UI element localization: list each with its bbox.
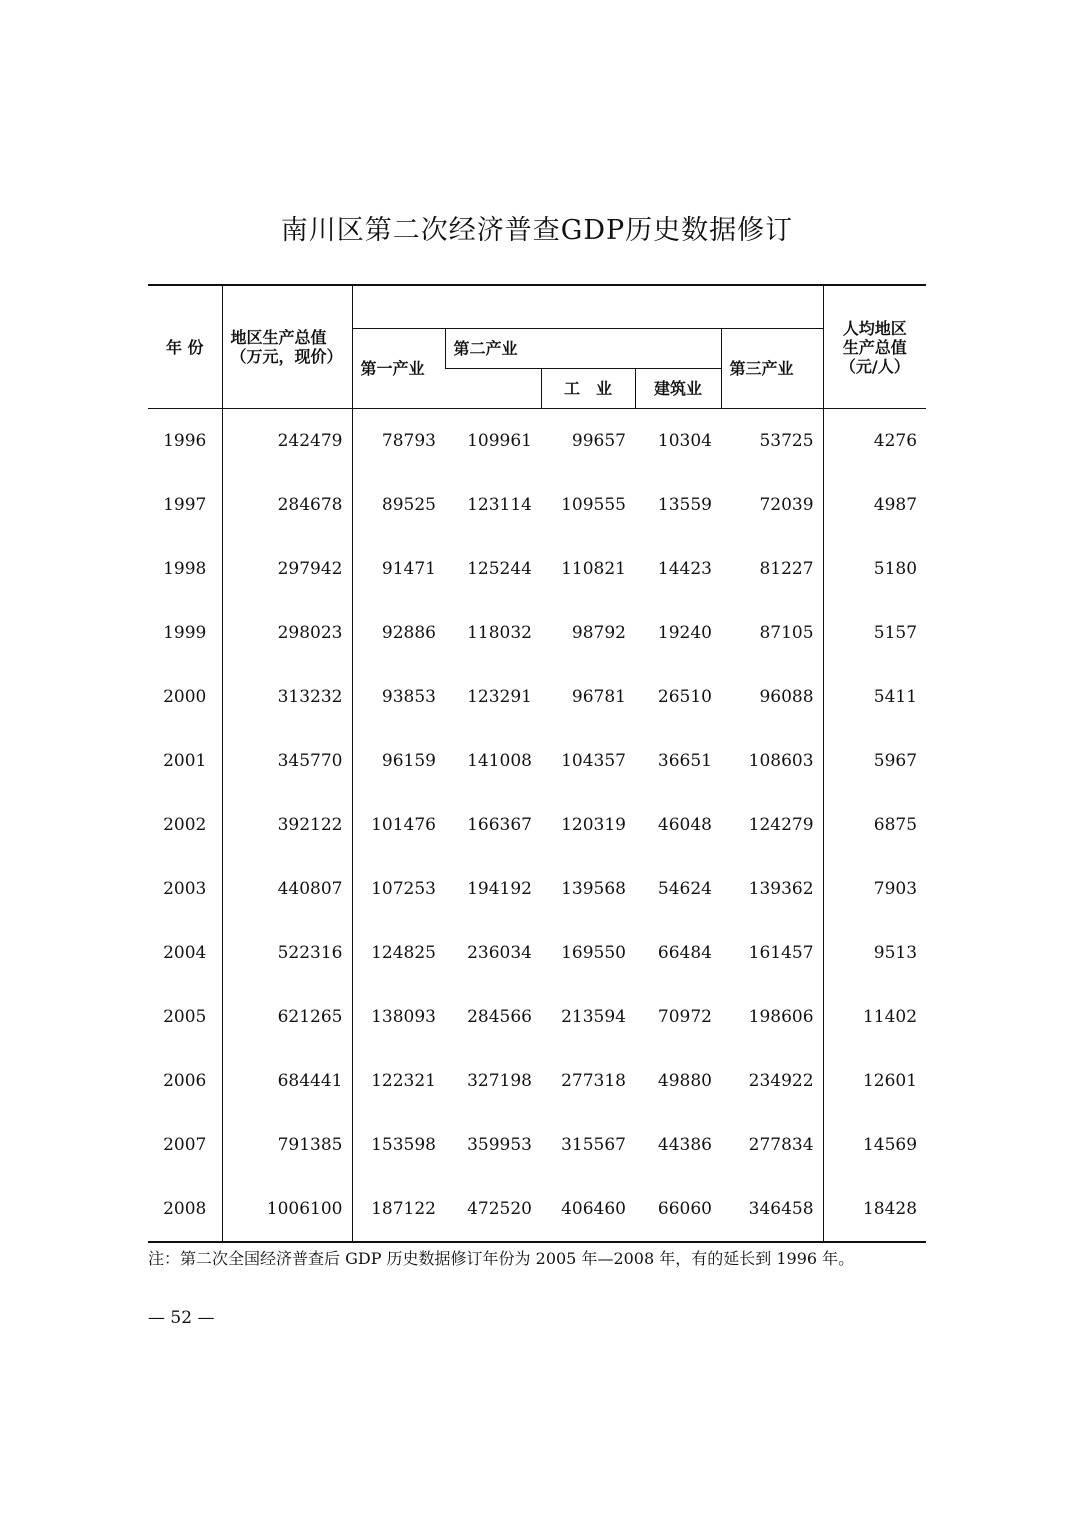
header-per-capita-line2: 生产总值 (842, 337, 907, 357)
cell-gdp: 297942 (222, 537, 352, 601)
cell-tertiary: 53725 (759, 431, 814, 451)
table-row (148, 729, 926, 793)
cell-tertiary: 87105 (759, 623, 814, 643)
cell-year: 2001 (163, 751, 207, 771)
cell-per-capita: 14569 (823, 1113, 926, 1177)
cell-construction: 14423 (657, 559, 712, 579)
cell-year: 1997 (163, 495, 207, 515)
cell-tertiary: 161457 (748, 943, 814, 963)
cell-secondary: 123114 (467, 495, 532, 515)
header-tertiary: 第三产业 (721, 329, 823, 409)
table-row (148, 985, 926, 1049)
cell-primary: 89525 (352, 473, 445, 537)
cell-tertiary: 277834 (748, 1135, 814, 1155)
cell-year: 1996 (163, 431, 207, 451)
cell-secondary: 118032 (467, 623, 532, 643)
cell-primary: 101476 (352, 793, 445, 857)
cell-primary: 93853 (352, 665, 445, 729)
cell-gdp: 242479 (222, 409, 352, 474)
cell-construction: 46048 (657, 815, 712, 835)
header-industry: 工 业 (541, 369, 635, 409)
cell-year: 2004 (163, 943, 207, 963)
table-row (148, 921, 926, 985)
cell-construction: 44386 (657, 1135, 712, 1155)
cell-industry: 277318 (561, 1071, 626, 1091)
cell-per-capita: 4987 (823, 473, 926, 537)
cell-secondary: 236034 (467, 943, 532, 963)
cell-industry: 109555 (561, 495, 626, 515)
cell-industry: 169550 (561, 943, 626, 963)
cell-primary: 107253 (352, 857, 445, 921)
header-year: 年 份 (165, 337, 204, 357)
cell-construction: 19240 (657, 623, 712, 643)
header-top-spacer (352, 285, 823, 329)
header-per-capita (823, 285, 926, 409)
cell-secondary: 141008 (467, 751, 532, 771)
cell-primary: 138093 (352, 985, 445, 1049)
cell-construction: 10304 (657, 431, 712, 451)
header-secondary-spacer (445, 369, 541, 409)
cell-primary: 78793 (352, 409, 445, 474)
table-row (148, 665, 926, 729)
table-row (148, 793, 926, 857)
cell-construction: 13559 (657, 495, 712, 515)
cell-tertiary: 124279 (748, 815, 814, 835)
cell-construction: 26510 (657, 687, 712, 707)
cell-gdp: 522316 (222, 921, 352, 985)
cell-secondary: 166367 (467, 815, 532, 835)
cell-per-capita: 5180 (823, 537, 926, 601)
table-row (148, 857, 926, 921)
cell-industry: 104357 (561, 751, 626, 771)
header-secondary: 第二产业 (445, 329, 721, 369)
cell-year: 2005 (163, 1007, 207, 1027)
cell-year: 2002 (163, 815, 207, 835)
cell-secondary: 359953 (467, 1135, 532, 1155)
table-row (148, 1113, 926, 1177)
cell-tertiary: 108603 (748, 751, 814, 771)
cell-industry: 139568 (561, 879, 626, 899)
table-row (148, 601, 926, 665)
cell-year: 2008 (163, 1199, 207, 1219)
cell-tertiary: 96088 (759, 687, 814, 707)
page-number: — 52 — (148, 1308, 215, 1328)
cell-tertiary: 234922 (748, 1071, 814, 1091)
cell-secondary: 109961 (467, 431, 532, 451)
header-gdp (222, 285, 352, 409)
cell-gdp: 284678 (222, 473, 352, 537)
cell-gdp: 791385 (222, 1113, 352, 1177)
cell-primary: 187122 (352, 1177, 445, 1242)
table-row (148, 473, 926, 537)
cell-construction: 49880 (657, 1071, 712, 1091)
cell-tertiary: 81227 (759, 559, 814, 579)
header-gdp-line1: 地区生产总值 (230, 328, 327, 347)
cell-per-capita: 9513 (823, 921, 926, 985)
cell-gdp: 684441 (222, 1049, 352, 1113)
cell-primary: 124825 (352, 921, 445, 985)
cell-industry: 96781 (571, 687, 626, 707)
cell-gdp: 313232 (222, 665, 352, 729)
cell-per-capita: 6875 (823, 793, 926, 857)
cell-secondary: 125244 (467, 559, 532, 579)
cell-industry: 120319 (561, 815, 626, 835)
cell-construction: 70972 (657, 1007, 712, 1027)
cell-per-capita: 5411 (823, 665, 926, 729)
cell-primary: 92886 (352, 601, 445, 665)
cell-tertiary: 72039 (759, 495, 814, 515)
table-header (148, 285, 926, 409)
cell-construction: 54624 (657, 879, 712, 899)
cell-construction: 36651 (657, 751, 712, 771)
cell-tertiary: 198606 (748, 1007, 814, 1027)
cell-gdp: 440807 (222, 857, 352, 921)
cell-construction: 66484 (657, 943, 712, 963)
cell-year: 1999 (163, 623, 207, 643)
cell-gdp: 392122 (222, 793, 352, 857)
cell-industry: 213594 (561, 1007, 626, 1027)
cell-per-capita: 7903 (823, 857, 926, 921)
table-row (148, 409, 926, 474)
cell-secondary: 327198 (467, 1071, 532, 1091)
header-gdp-line2: （万元，现价） (230, 347, 343, 366)
cell-per-capita: 12601 (823, 1049, 926, 1113)
page-title: 南川区第二次经济普查GDP历史数据修订 (280, 215, 794, 246)
cell-gdp: 345770 (222, 729, 352, 793)
cell-year: 2000 (163, 687, 207, 707)
cell-secondary: 123291 (467, 687, 532, 707)
cell-secondary: 194192 (467, 879, 532, 899)
cell-per-capita: 18428 (823, 1177, 926, 1242)
cell-industry: 315567 (561, 1135, 626, 1155)
table-note: 注：第二次全国经济普查后 GDP 历史数据修订年份为 2005 年—2008 年，有的延长到 1996 年。 (148, 1249, 855, 1268)
cell-primary: 96159 (352, 729, 445, 793)
cell-industry: 110821 (561, 559, 626, 579)
cell-primary: 122321 (352, 1049, 445, 1113)
header-primary: 第一产业 (352, 329, 445, 409)
cell-gdp: 1006100 (222, 1177, 352, 1242)
cell-industry: 98792 (571, 623, 626, 643)
header-construction: 建筑业 (635, 369, 721, 409)
cell-per-capita: 4276 (823, 409, 926, 474)
cell-per-capita: 5157 (823, 601, 926, 665)
cell-construction: 66060 (657, 1199, 712, 1219)
table-row (148, 1049, 926, 1113)
header-per-capita-line1: 人均地区 (842, 318, 907, 338)
cell-year: 2007 (163, 1135, 207, 1155)
cell-industry: 406460 (561, 1199, 626, 1219)
table-row (148, 537, 926, 601)
cell-year: 2006 (163, 1071, 207, 1091)
cell-per-capita: 11402 (823, 985, 926, 1049)
cell-primary: 91471 (352, 537, 445, 601)
gdp-revision-table (148, 284, 926, 1243)
cell-primary: 153598 (352, 1113, 445, 1177)
cell-year: 1998 (163, 559, 207, 579)
header-per-capita-line3: （元/人） (839, 356, 910, 376)
cell-per-capita: 5967 (823, 729, 926, 793)
cell-year: 2003 (163, 879, 207, 899)
cell-industry: 99657 (571, 431, 626, 451)
table-body (148, 409, 926, 1243)
cell-gdp: 298023 (222, 601, 352, 665)
cell-secondary: 284566 (467, 1007, 532, 1027)
cell-tertiary: 139362 (748, 879, 814, 899)
table-row (148, 1177, 926, 1242)
cell-secondary: 472520 (467, 1199, 532, 1219)
cell-tertiary: 346458 (748, 1199, 814, 1219)
cell-gdp: 621265 (222, 985, 352, 1049)
